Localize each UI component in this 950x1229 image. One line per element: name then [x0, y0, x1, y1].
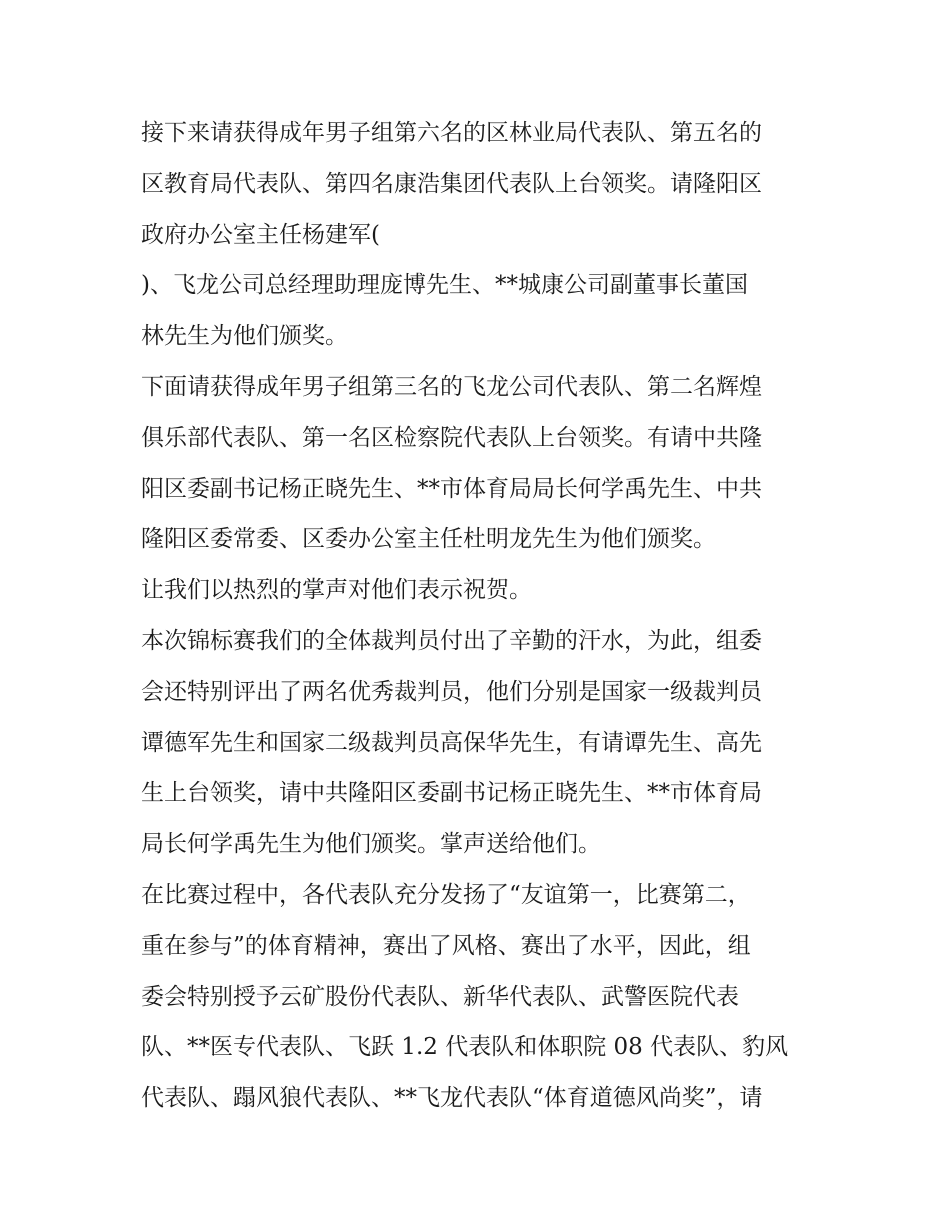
text-line: 生上台领奖，请中共隆阳区委副书记杨正晓先生、**市体育局	[141, 780, 762, 807]
text-line: 本次锦标赛我们的全体裁判员付出了辛勤的汗水，为此，组委	[141, 627, 762, 654]
text-line: )、飞龙公司总经理助理庞博先生、**城康公司副董事长董国	[141, 272, 748, 299]
text-line: 队、**医专代表队、飞跃 1.2 代表队和体职院 08 代表队、豹风	[141, 1034, 789, 1061]
text-line: 谭德军先生和国家二级裁判员高保华先生，有请谭先生、高先	[141, 729, 762, 756]
text-line: 阳区委副书记杨正晓先生、**市体育局局长何学禹先生、中共	[141, 475, 762, 502]
text-line: 让我们以热烈的掌声对他们表示祝贺。	[141, 577, 532, 604]
text-line: 委会特别授予云矿股份代表队、新华代表队、武警医院代表	[141, 983, 739, 1010]
text-line: 下面请获得成年男子组第三名的飞龙公司代表队、第二名辉煌	[141, 373, 762, 400]
text-line: 政府办公室主任杨建军(	[141, 221, 380, 248]
document-body	[141, 108, 816, 1124]
text-line: 俱乐部代表队、第一名区检察院代表队上台领奖。有请中共隆	[141, 424, 762, 451]
text-line: 林先生为他们颁奖。	[141, 323, 348, 350]
text-line: 局长何学禹先生为他们颁奖。掌声送给他们。	[141, 831, 601, 858]
text-line: 区教育局代表队、第四名康浩集团代表队上台领奖。请隆阳区	[141, 170, 762, 197]
text-line: 在比赛过程中，各代表队充分发扬了“友谊第一，比赛第二，	[141, 881, 751, 908]
text-line: 隆阳区委常委、区委办公室主任杜明龙先生为他们颁奖。	[141, 526, 716, 553]
text-line: 接下来请获得成年男子组第六名的区林业局代表队、第五名的	[141, 120, 762, 146]
text-line: 代表队、蹋风狼代表队、**飞龙代表队“体育道德风尚奖”，请	[141, 1085, 763, 1112]
text-line: 会还特别评出了两名优秀裁判员，他们分别是国家一级裁判员	[141, 678, 762, 705]
text-line: 重在参与”的体育精神，赛出了风格、赛出了水平，因此，组	[141, 932, 751, 959]
